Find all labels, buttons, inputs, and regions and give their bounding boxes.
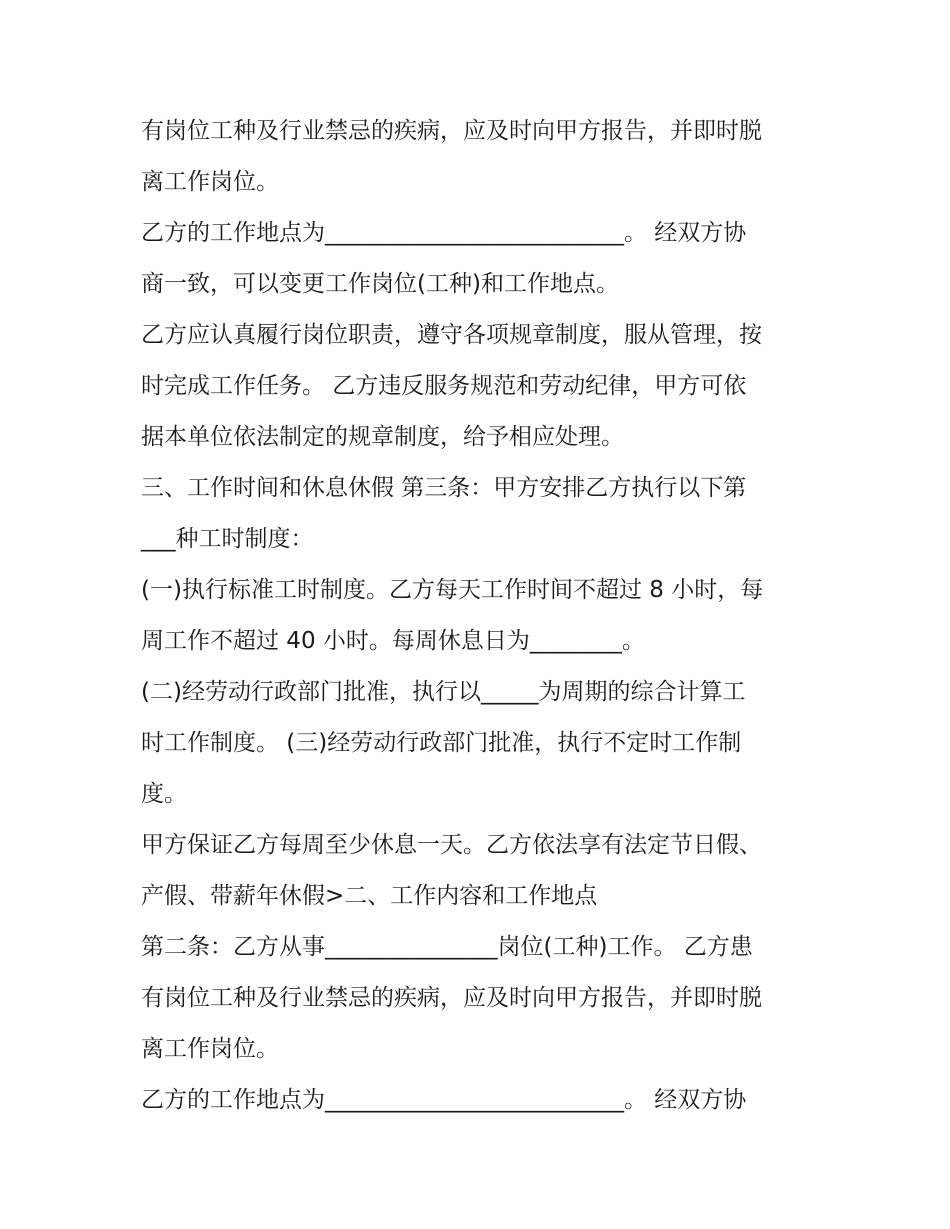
section-heading-line: 三、工作时间和休息休假 第三条：甲方安排乙方执行以下第 bbox=[141, 475, 747, 501]
text-line: 乙方的工作地点为__________________________。 经双方协 bbox=[141, 1087, 747, 1113]
text-line: ___种工时制度： bbox=[141, 526, 314, 552]
text-line: 离工作岗位。 bbox=[141, 169, 279, 195]
text-line: 据本单位依法制定的规章制度，给予相应处理。 bbox=[141, 424, 624, 450]
text-line: 离工作岗位。 bbox=[141, 1036, 279, 1062]
text-line: 第二条：乙方从事_______________岗位(工种)工作。 乙方患 bbox=[141, 934, 753, 960]
text-line: 时完成工作任务。 乙方违反服务规范和劳动纪律，甲方可依 bbox=[141, 373, 747, 399]
text-line: 度。 bbox=[141, 781, 187, 807]
contract-text bbox=[141, 106, 821, 1126]
text-line: 有岗位工种及行业禁忌的疾病，应及时向甲方报告，并即时脱 bbox=[141, 118, 762, 144]
text-line: 周工作不超过 40 小时。每周休息日为________。 bbox=[141, 628, 645, 654]
text-line: 商一致，可以变更工作岗位(工种)和工作地点。 bbox=[141, 271, 619, 297]
text-line: (二)经劳动行政部门批准，执行以_____为周期的综合计算工 bbox=[141, 679, 746, 705]
text-line: 甲方保证乙方每周至少休息一天。乙方依法享有法定节日假、 bbox=[141, 832, 762, 858]
text-line: 时工作制度。 (三)经劳动行政部门批准，执行不定时工作制 bbox=[141, 730, 742, 756]
text-line: 有岗位工种及行业禁忌的疾病，应及时向甲方报告，并即时脱 bbox=[141, 985, 762, 1011]
text-line: 产假、带薪年休假>二、工作内容和工作地点 bbox=[141, 883, 598, 909]
text-line: (一)执行标准工时制度。乙方每天工作时间不超过 8 小时，每 bbox=[141, 577, 764, 603]
text-line: 乙方的工作地点为__________________________。 经双方协 bbox=[141, 220, 747, 246]
text-line: 乙方应认真履行岗位职责，遵守各项规章制度，服从管理，按 bbox=[141, 322, 762, 348]
